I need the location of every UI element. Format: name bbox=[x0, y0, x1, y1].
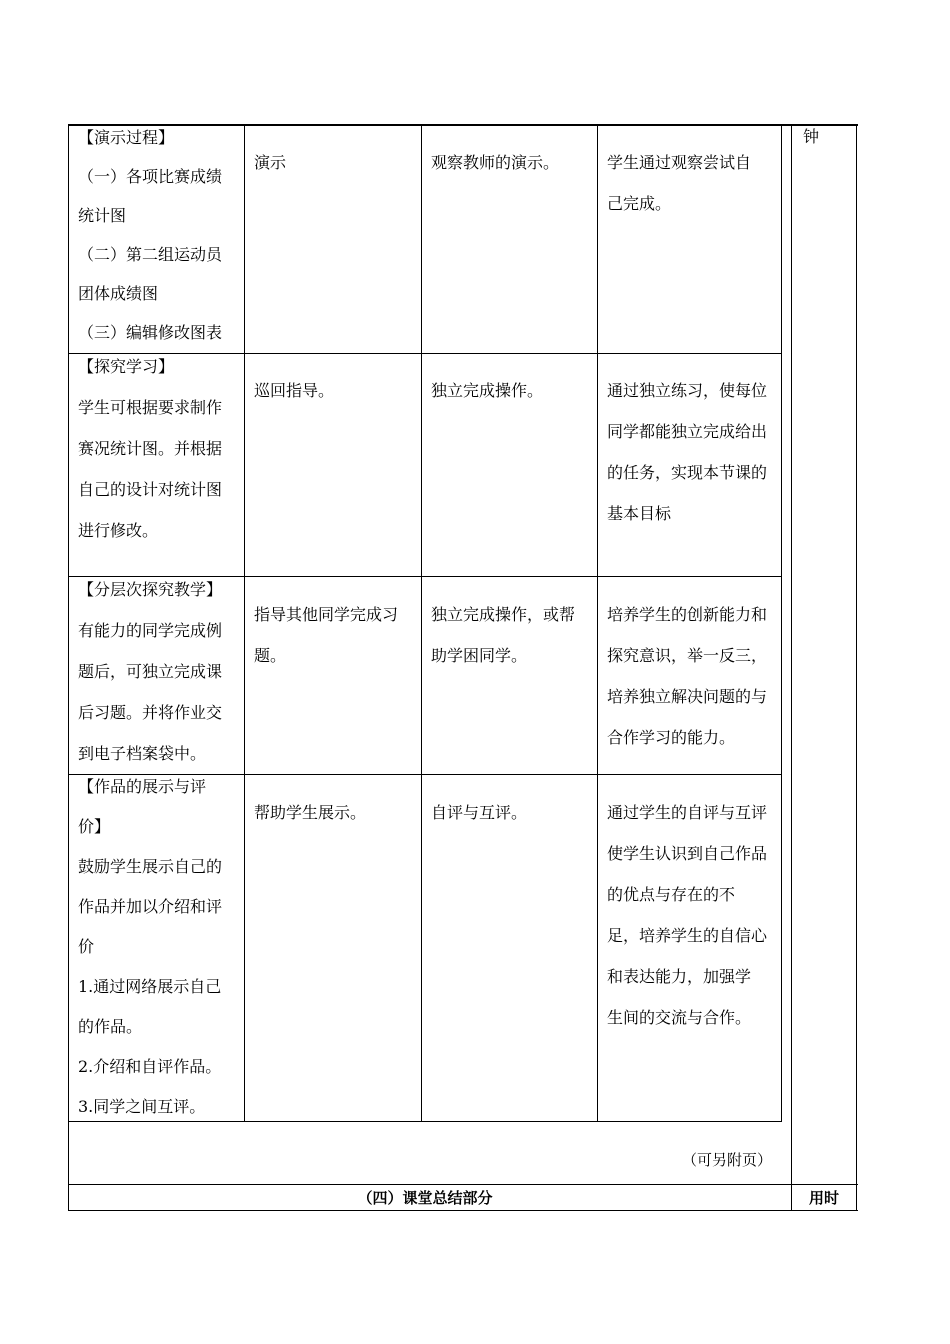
row2-content-line: 【探究学习】 bbox=[78, 357, 175, 376]
row4-intent-line: 和表达能力，加强学 bbox=[607, 967, 752, 986]
row3-teacher-line: 题。 bbox=[254, 646, 287, 665]
row1-content-line: 【演示过程】 bbox=[78, 128, 175, 147]
time-used-header: 用时 bbox=[808, 1189, 839, 1207]
row3-content-line: 有能力的同学完成例 bbox=[78, 621, 223, 640]
row2-content-cell bbox=[78, 346, 222, 551]
summary-top-border bbox=[68, 1184, 858, 1185]
row1-content-line: （一）各项比赛成绩 bbox=[78, 167, 223, 186]
outer-left-border bbox=[68, 124, 69, 1211]
row4-content-line: 的作品。 bbox=[78, 1017, 143, 1036]
row3-intent-line: 探究意识，举一反三， bbox=[607, 646, 768, 665]
row4-intent-line: 使学生认识到自己作品 bbox=[607, 844, 768, 863]
row2-content-line: 自己的设计对统计图 bbox=[78, 480, 223, 499]
row4-content-line: 价 bbox=[78, 937, 95, 956]
row1-intent-cell bbox=[607, 142, 751, 224]
row2-intent-line: 同学都能独立完成给出 bbox=[607, 422, 768, 441]
row4-content-line: 1.通过网络展示自己 bbox=[78, 977, 222, 996]
row3-content-line: 【分层次探究教学】 bbox=[78, 580, 223, 599]
row4-content-line: 【作品的展示与评 bbox=[78, 777, 207, 796]
row4-student-cell bbox=[431, 792, 527, 833]
row3-student-line: 独立完成操作，或帮 bbox=[431, 605, 576, 624]
row1-teacher-cell bbox=[254, 142, 286, 183]
row2-intent-line: 的任务，实现本节课的 bbox=[607, 463, 768, 482]
col-divider-2 bbox=[421, 124, 422, 1122]
row4-content-line: 鼓励学生展示自己的 bbox=[78, 857, 223, 876]
col-divider-3 bbox=[597, 124, 598, 1122]
row4-intent-line: 足，培养学生的自信心 bbox=[607, 926, 768, 945]
row4-content-line: 3.同学之间互评。 bbox=[78, 1097, 206, 1116]
row2-teacher-line: 巡回指导。 bbox=[254, 381, 335, 400]
row1-intent-line: 学生通过观察尝试自 bbox=[607, 153, 752, 172]
row2-student-cell bbox=[431, 370, 543, 411]
row1-intent-line: 己完成。 bbox=[607, 194, 672, 213]
row4-teacher-cell bbox=[254, 792, 366, 833]
row1-content-line: 统计图 bbox=[78, 206, 127, 225]
row1-student-line: 观察教师的演示。 bbox=[431, 153, 560, 172]
row2-student-line: 独立完成操作。 bbox=[431, 381, 544, 400]
row4-teacher-line: 帮助学生展示。 bbox=[254, 803, 367, 822]
row4-content-cell bbox=[78, 767, 222, 1127]
row2-intent-cell bbox=[607, 370, 767, 534]
row3-student-cell bbox=[431, 594, 575, 676]
row2-content-line: 赛况统计图。并根据 bbox=[78, 439, 223, 458]
table-border-bottom bbox=[68, 1210, 858, 1211]
side-time-note: 钟 bbox=[803, 127, 820, 146]
row3-content-line: 到电子档案袋中。 bbox=[78, 744, 207, 763]
row1-content-line: （三）编辑修改图表 bbox=[78, 323, 223, 342]
row4-intent-line: 通过学生的自评与互评 bbox=[607, 803, 768, 822]
row2-content-line: 学生可根据要求制作 bbox=[78, 398, 223, 417]
row4-content-line: 作品并加以介绍和评 bbox=[78, 897, 223, 916]
row3-content-line: 题后，可独立完成课 bbox=[78, 662, 223, 681]
col-divider-1 bbox=[244, 124, 245, 1122]
row3-student-line: 助学困同学。 bbox=[431, 646, 528, 665]
row3-intent-line: 合作学习的能力。 bbox=[607, 728, 736, 747]
summary-section-title: （四）课堂总结部分 bbox=[357, 1189, 493, 1207]
row1-student-cell bbox=[431, 142, 559, 183]
row1-content-line: （二）第二组运动员 bbox=[78, 245, 223, 264]
row2-intent-line: 通过独立练习，使每位 bbox=[607, 381, 768, 400]
row4-intent-cell bbox=[607, 792, 767, 1038]
row4-student-line: 自评与互评。 bbox=[431, 803, 528, 822]
row1-content-cell bbox=[78, 118, 222, 352]
outer-col-left-border bbox=[791, 124, 792, 1211]
row4-content-line: 价】 bbox=[78, 817, 111, 836]
attach-page-note: （可另附页） bbox=[681, 1151, 772, 1169]
outer-right-border bbox=[856, 124, 857, 1211]
row4-content-line: 2.介绍和自评作品。 bbox=[78, 1057, 222, 1076]
row3-teacher-line: 指导其他同学完成习 bbox=[254, 605, 399, 624]
row3-intent-line: 培养独立解决问题的与 bbox=[607, 687, 768, 706]
row2-teacher-cell bbox=[254, 370, 334, 411]
row3-teacher-cell bbox=[254, 594, 398, 676]
row2-intent-line: 基本目标 bbox=[607, 504, 672, 523]
row3-intent-cell bbox=[607, 594, 767, 758]
row4-intent-line: 的优点与存在的不 bbox=[607, 885, 736, 904]
row3-intent-line: 培养学生的创新能力和 bbox=[607, 605, 768, 624]
row1-teacher-line: 演示 bbox=[254, 153, 287, 172]
row3-content-line: 后习题。并将作业交 bbox=[78, 703, 223, 722]
row3-content-cell bbox=[78, 569, 222, 774]
row2-content-line: 进行修改。 bbox=[78, 521, 159, 540]
row1-content-line: 团体成绩图 bbox=[78, 284, 159, 303]
row4-intent-line: 生间的交流与合作。 bbox=[607, 1008, 752, 1027]
inner-table-right-border bbox=[781, 124, 782, 1122]
